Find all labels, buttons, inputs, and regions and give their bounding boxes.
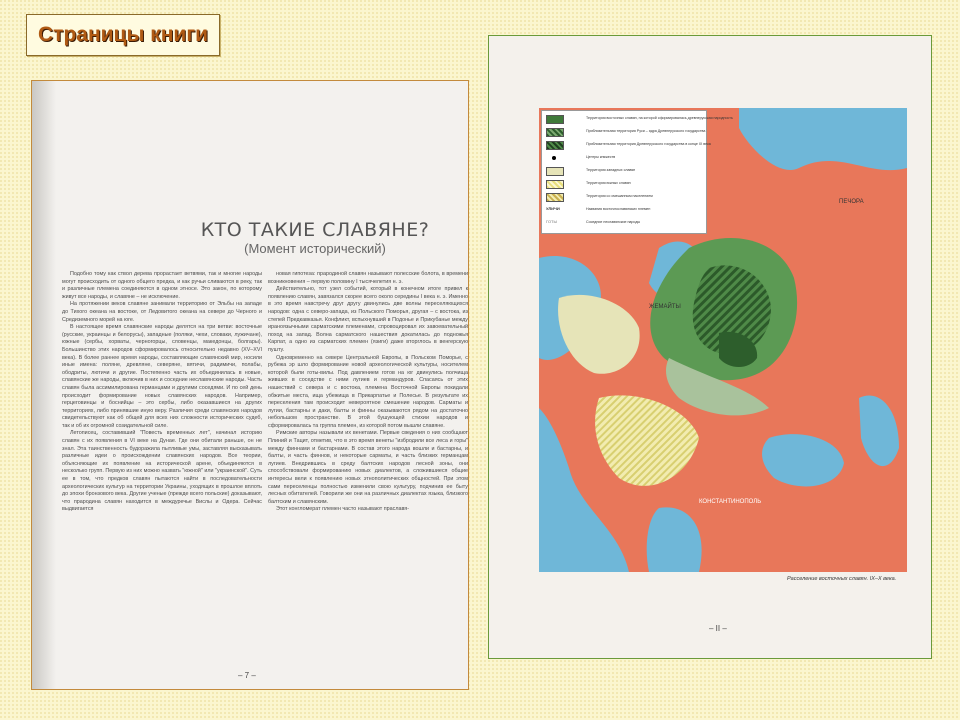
legend-item [546, 193, 702, 201]
legend-label: Территория восточных славян, на которой сформировалась древнерусская народность [586, 116, 733, 120]
text-column-left [62, 271, 262, 514]
page-number: – II – [709, 624, 727, 633]
legend-label: Территория южных славян [586, 181, 631, 185]
chapter-subheading: (Момент исторический) [244, 241, 386, 256]
paragraph: В настоящее время славянские народы делятся на три ветви: восточные (русские, украинцы и белорусы), западные (поляки, чехи, словаки, лужичане), южные (сербы, хорваты, черногорцы, словенцы, македонцы, болгары). Большинство этих народов сформировалось относительно недавно (XV–XVI века). В более раннее время народы, составляющие славянский мир, носили иные имена: поляне, древляне, северяне, вятичи, радимичи, полабы, ободриты, лютичи и другие. Постепенно часть их объединилась в новые, славянские же народы, включив в них и соседние неславянские народы. Часть славян была ассимилирована германцами и другими соседями. И по сей день происходит формирование новых славянских народов. Например, герцеговинцы и боснийцы – это сербы, либо оказавшиеся на других территориях, либо принявшие иную веру. Различия среди славянских народов свидетельствуют как об общей для всех них сложности исторических судеб, так и об их огромной созидательной силе. [62, 324, 262, 429]
legend-item [546, 180, 702, 188]
legend-swatch [546, 167, 564, 176]
map-label: ЖЕМАЙТЫ [649, 304, 681, 310]
legend-label: Приблизительная территория Древнерусского государства в конце IX века [586, 142, 711, 146]
paragraph: Римские авторы называли их венетами. Первые сведения о них сообщают Плиний и Тацит, отметив, что в это время венеты "избродили все леса и горы" между финнами и бастарнами. В состав этого народа вошли и бастарны, и балты, и часть финнов, и некоторые сарматы, и часть близких германцам лугиев. Внедрившись в среду балтских народов лесной зоны, они способствовали формированию новых диалектов, а сложившиеся общие интересы вели к появлению новых этнополитических общностей. При этом сами переселенцы полностью изменили свою культуру, подчинив ее быту лесных обитателей. Говорили же они на различных диалектах языка, близкого балтским и славянским. [268, 430, 468, 505]
legend-item [546, 206, 702, 214]
paragraph: На протяжении веков славяне занимали территорию от Эльбы на западе до Тихого океана на востоке, от Ледовитого океана на севере до Черного и Средиземного морей на юге. [62, 301, 262, 323]
legend-item [546, 154, 702, 162]
page-number: – 7 – [238, 671, 256, 680]
paragraph: Летописец, составивший "Повесть временных лет", начинал историю славян с их появления в VI веке на Дунае. Где они обитали раньше, он не знал. Эта таинственность будоражила пытливые умы, заставляя высказывать различные идеи о происхождении славянских народов. Все теории, объясняющие их появление на исторической арене, объединяются в несколько групп. Первую из них можно назвать "южной" или "украинской". Суть ее в том, что предков славян пытаются найти в последовательности археологических культур на территории Украины, уходящих в прошлое вплоть до эпохи бронзового века. Другие ученые (прежде всего польские) доказывают, что прародина славян находится в междуречье Вислы и Одера. Сейчас выдвигается [62, 430, 262, 513]
map-legend [541, 110, 733, 234]
paragraph: Одновременно на севере Центральной Европы, в Польском Поморье, с рубежа эр шло формирование новой археологической культуры, носителем которой были готы-вилы. Под давлением готов на юг двинулись полчища живших в соседстве с ними лугиев и германдуров. Спасаясь от этих нашествий с севера и с востока, племена Восточной Европы покидали обжитые места, ища убежища в Прикарпатье и Полесье. В результате их переселения там происходит невероятное смешение народов. Сарматы и лугии, бастарны и даки, балты и финны оказываются рядом на достаточно небольшом пространстве. В этой бушующей стихии народов и сформировалась та группа племен, из которой потом вышли славяне. [268, 354, 468, 429]
legend-item [546, 219, 702, 227]
map-label: ПЕЧОРА [839, 199, 864, 205]
book-page-right [488, 35, 932, 659]
slide-title: Страницы книги [38, 23, 208, 46]
legend-label: Территория со смешанным населением [586, 194, 653, 198]
legend-item [546, 128, 706, 136]
paragraph: Действительно, тот узел событий, который в конечном итоге привел к появлению славян, завязался скорее всего около середины I века н. э. Именно в это время навстречу друг другу двинулись две волны переселяющихся народов: одна с северо-запада, из Польского Поморья, другая – с востока, из степей Предкавказья. Конфликт, вспыхнувший в Подонье и Прикубанье между ираноязычными сарматскими племенами, спровоцировал их завоевательный поход на запад. Волна сарматского нашествия докатилась до подножья Карпат, а одно из сарматских племен (язиги) даже вторглось в венгерскую пушту. [268, 286, 468, 353]
legend-label: Соседние неславянские народы [586, 220, 641, 224]
paragraph: Этот конгломерат племен часто называют праславя- [276, 506, 409, 513]
legend-swatch [546, 193, 564, 202]
legend-label: Названия восточнославянских племен [586, 207, 651, 211]
page-gutter-shadow [32, 81, 56, 689]
legend-label: Приблизительная территория Руси – ядра Древнерусского государства [586, 129, 706, 133]
legend-item [546, 115, 733, 123]
slide-title-box [26, 14, 220, 56]
text-column-right [268, 271, 468, 514]
dot-icon [546, 154, 562, 161]
legend-item [546, 167, 702, 175]
legend-item [546, 141, 711, 149]
legend-label: Территория западных славян [586, 168, 636, 172]
legend-swatch [546, 141, 564, 150]
book-page-left [31, 80, 469, 690]
legend-code: УЛИЧИ [546, 206, 560, 211]
chapter-heading: КТО ТАКИЕ СЛАВЯНЕ? [200, 219, 430, 241]
legend-swatch [546, 180, 564, 189]
paragraph: Подобно тому как ствол дерева прорастает ветвями, так и многие народы могут происходить от одного общего предка, и как ручьи сливаются в реку, так и различные племена соединяются в одном этносе. Это закон, по которому живут все народы, и славяне – не исключение. [62, 271, 262, 300]
legend-label: Центры княжеств [586, 155, 616, 159]
legend-swatch [546, 128, 564, 137]
map-caption: Расселение восточных славян. IX–X века. [787, 576, 897, 582]
map-label: КОНСТАНТИНОПОЛЬ [699, 499, 762, 505]
paragraph: новая гипотеза: прародиной славян называют полесские болота, в времени возникновения – первую половину I тысячелетия н. э. [268, 271, 468, 285]
legend-swatch [546, 115, 564, 124]
legend-code: ГОТЫ [546, 219, 558, 224]
